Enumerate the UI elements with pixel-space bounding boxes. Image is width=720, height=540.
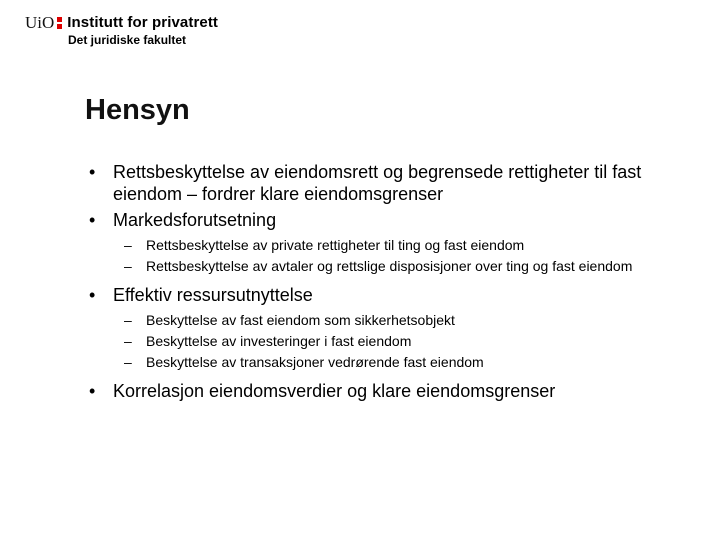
sub-bullet-item — [89, 257, 666, 276]
bullet-text: Markedsforutsetning — [113, 210, 277, 230]
sub-bullet-text: Beskyttelse av fast eiendom som sikkerhetsobjekt — [146, 312, 455, 328]
dash-icon: – — [124, 237, 132, 253]
sub-bullet-text: Rettsbeskyttelse av avtaler og rettslige disposisjoner over ting og fast eiendom — [146, 258, 633, 274]
logo-top-line — [25, 14, 218, 32]
bullet-item — [89, 209, 679, 231]
uio-colon-icon — [57, 17, 62, 29]
sub-bullet-item — [89, 332, 666, 351]
institute-name: Institutt for privatrett — [67, 14, 219, 31]
dash-icon: – — [124, 312, 132, 328]
sub-bullet-item — [89, 311, 666, 330]
sub-bullet-list — [89, 236, 679, 276]
dash-icon: – — [124, 333, 132, 349]
bullet-item — [89, 161, 679, 205]
bullet-icon: • — [89, 162, 96, 182]
sub-bullet-text: Rettsbeskyttelse av private rettigheter til ting og fast eiendom — [146, 237, 525, 253]
sub-bullet-text: Beskyttelse av investeringer i fast eiendom — [146, 333, 412, 349]
bullet-item — [89, 380, 679, 402]
dash-icon: – — [124, 354, 132, 370]
bullet-icon: • — [89, 210, 96, 230]
bullet-icon: • — [89, 381, 96, 401]
dash-icon: – — [124, 258, 132, 274]
institution-logo — [25, 14, 218, 48]
faculty-name: Det juridiske fakultet — [68, 33, 187, 47]
sub-bullet-item — [89, 353, 666, 372]
bullet-text: Effektiv ressursutnyttelse — [113, 285, 313, 305]
uio-wordmark: UiO — [25, 13, 55, 32]
bullet-text: Korrelasjon eiendomsverdier og klare eiendomsgrenser — [113, 381, 556, 401]
sub-bullet-item — [89, 236, 666, 255]
slide-title: Hensyn — [85, 94, 190, 126]
bullet-item — [89, 284, 679, 306]
bullet-text: Rettsbeskyttelse av eiendomsrett og begrensede rettigheter til fast eiendom – fordrer klare eiendomsgrenser — [113, 162, 642, 204]
sub-bullet-list — [89, 311, 679, 372]
bullet-list — [89, 161, 679, 406]
bullet-icon: • — [89, 285, 96, 305]
sub-bullet-text: Beskyttelse av transaksjoner vedrørende fast eiendom — [146, 354, 484, 370]
